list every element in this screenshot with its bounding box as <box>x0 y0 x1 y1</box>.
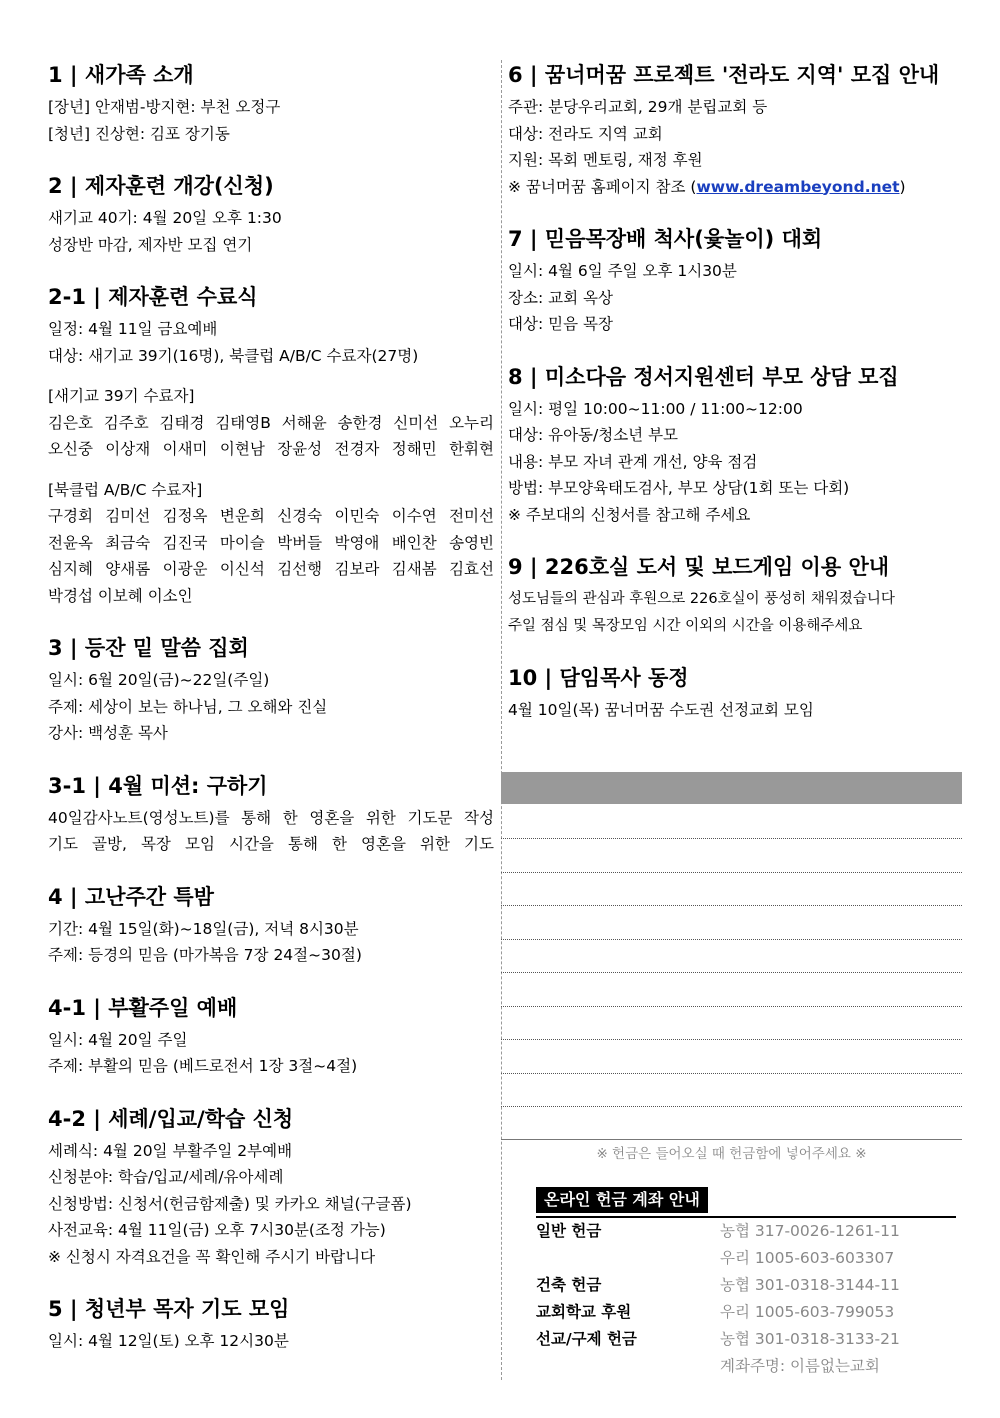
section-line: 주제: 등경의 믿음 (마가복음 7장 24절~30절) <box>48 946 362 964</box>
section-title: 2-1 | 제자훈련 수료식 <box>48 285 258 309</box>
section-yut-tournament <box>508 224 962 338</box>
graduate-names: 박경섭 이보혜 이소인 <box>48 586 193 605</box>
section-line: 일시: 4월 12일(토) 오후 12시30분 <box>48 1332 289 1350</box>
graduate-names: 전윤옥 최금숙 김진국 마이슬 박버들 박영애 배인찬 송영빈 <box>48 533 494 552</box>
right-column <box>508 60 962 748</box>
section-line: 4월 10일(목) 꿈너머꿈 수도권 선정교회 모임 <box>508 701 814 719</box>
section-line: 내용: 부모 자녀 관계 개선, 양육 점검 <box>508 452 758 471</box>
offering-note: ※ 헌금은 들어오실 때 헌금함에 넣어주세요 ※ <box>596 1146 867 1162</box>
section-line: 성장반 마감, 제자반 모집 연기 <box>48 235 253 254</box>
link-suffix: ) <box>899 177 906 196</box>
section-line: 일시: 4월 20일 주일 <box>48 1030 188 1049</box>
section-graduation <box>48 282 494 609</box>
section-line: 기도 골방, 목장 모임 시간을 통해 한 영혼을 위한 기도 <box>48 835 494 853</box>
account-value: 농협 301-0318-3144-11 <box>720 1276 900 1294</box>
accounts-table <box>536 1216 956 1380</box>
section-title: 4-2 | 세례/입교/학습 신청 <box>48 1106 294 1131</box>
section-line: 주제: 부활의 믿음 (베드로전서 1장 3절~4절) <box>48 1057 358 1075</box>
account-label: 일반 헌금 <box>536 1222 602 1240</box>
section-title: 3-1 | 4월 미션: 구하기 <box>48 773 268 798</box>
link-prefix: ※ 꿈너머꿈 홈페이지 참조 ( <box>508 177 697 196</box>
column-divider <box>501 60 502 1380</box>
section-line: 주제: 세상이 보는 하나님, 그 오해와 진실 <box>48 697 328 716</box>
section-youth-prayer <box>48 1294 494 1355</box>
section-title: 6 | 꿈너머꿈 프로젝트 '전라도 지역' 모집 안내 <box>508 63 940 87</box>
account-label: 선교/구제 헌금 <box>536 1330 637 1348</box>
section-line: 방법: 부모양육태도검사, 부모 상담(1회 또는 다회) <box>508 479 850 497</box>
section-revival-meeting <box>48 633 494 747</box>
section-line: 대상: 믿음 목장 <box>508 315 613 333</box>
section-line: 신청분야: 학습/입교/세례/유아세례 <box>48 1168 284 1186</box>
section-discipleship-opening <box>48 171 494 258</box>
note-line <box>501 939 962 940</box>
note-line <box>501 838 962 839</box>
account-value: 농협 301-0318-3133-21 <box>720 1330 900 1348</box>
account-row <box>536 1245 956 1272</box>
note-bottom-line <box>501 1139 962 1140</box>
section-line: [장년] 안재범-방지현: 부천 오정구 <box>48 98 281 116</box>
section-line: 대상: 새기교 39기(16명), 북클럽 A/B/C 수료자(27명) <box>48 346 419 365</box>
account-value: 계좌주명: 이름없는교회 <box>720 1357 880 1375</box>
account-value: 우리 1005-603-603307 <box>720 1249 895 1267</box>
section-title: 3 | 등잔 밑 말씀 집회 <box>48 636 249 660</box>
section-line: 대상: 전라도 지역 교회 <box>508 124 663 143</box>
section-title: 9 | 226호실 도서 및 보드게임 이용 안내 <box>508 555 890 579</box>
section-line: 40일감사노트(영성노트)를 통해 한 영혼을 위한 기도문 작성 <box>48 808 494 827</box>
account-row <box>536 1353 956 1380</box>
graduate-group-header: [새기교 39기 수료자] <box>48 387 195 405</box>
note-line <box>501 905 962 906</box>
dreambeyond-link[interactable]: www.dreambeyond.net <box>696 177 900 196</box>
note-line <box>501 1006 962 1007</box>
graduate-names: 김은호 김주호 김태경 김태영B 서해윤 송한경 신미선 오누리 <box>48 413 494 432</box>
notes-header-bar <box>501 772 962 804</box>
section-line: ※ 신청시 자격요건을 꼭 확인해 주시기 바랍니다 <box>48 1247 376 1266</box>
note-line <box>501 1039 962 1040</box>
account-row <box>536 1326 956 1353</box>
graduate-names: 구경회 김미선 김정옥 변운희 신경숙 이민숙 이수연 전미선 <box>48 507 494 525</box>
section-line: 일정: 4월 11일 금요예배 <box>48 320 218 338</box>
left-column <box>48 60 494 1379</box>
section-passion-week <box>48 882 494 969</box>
section-line: 성도님들의 관심과 후원으로 226호실이 풍성히 채워졌습니다 <box>508 591 895 607</box>
account-label <box>536 1245 720 1272</box>
account-label: 교회학교 후원 <box>536 1303 632 1321</box>
section-line: 세례식: 4월 20일 부활주일 2부예배 <box>48 1141 293 1160</box>
section-title: 4-1 | 부활주일 예배 <box>48 995 238 1020</box>
graduate-group-header: [북클럽 A/B/C 수료자] <box>48 480 203 499</box>
note-line <box>501 1073 962 1074</box>
section-pastor-news <box>508 663 962 724</box>
section-title: 7 | 믿음목장배 척사(윷놀이) 대회 <box>508 227 823 251</box>
section-line: 기간: 4월 15일(화)~18일(금), 저녁 8시30분 <box>48 919 359 938</box>
section-title: 5 | 청년부 목자 기도 모임 <box>48 1297 290 1321</box>
section-line <box>508 174 962 201</box>
section-dream-beyond <box>508 60 962 200</box>
account-row <box>536 1218 956 1245</box>
account-value: 농협 317-0026-1261-11 <box>720 1222 900 1240</box>
section-title: 4 | 고난주간 특밤 <box>48 884 214 909</box>
section-line: 일시: 4월 6일 주일 오후 1시30분 <box>508 262 737 280</box>
section-line: 강사: 백성훈 목사 <box>48 724 168 742</box>
section-april-mission <box>48 771 494 858</box>
section-title: 1 | 새가족 소개 <box>48 63 194 87</box>
section-title: 10 | 담임목사 동정 <box>508 666 689 690</box>
section-easter-service <box>48 993 494 1080</box>
accounts-title: 온라인 헌금 계좌 안내 <box>536 1187 708 1213</box>
section-line: 주관: 분당우리교회, 29개 분립교회 등 <box>508 98 768 116</box>
account-value: 우리 1005-603-799053 <box>720 1303 895 1321</box>
section-line: 새기교 40기: 4월 20일 오후 1:30 <box>48 209 282 227</box>
account-label: 건축 헌금 <box>536 1276 602 1294</box>
section-line: 신청방법: 신청서(헌금함제출) 및 카카오 채널(구글폼) <box>48 1194 412 1213</box>
section-line: 사전교육: 4월 11일(금) 오후 7시30분(조정 가능) <box>48 1221 386 1239</box>
section-line: [청년] 진상현: 김포 장기동 <box>48 124 230 143</box>
section-line: 일시: 6월 20일(금)~22일(주일) <box>48 671 270 689</box>
section-line: 장소: 교회 옥상 <box>508 288 613 307</box>
section-parent-counseling <box>508 362 962 529</box>
graduate-names: 오신중 이상재 이새미 이현남 장윤성 전경자 정해민 한휘현 <box>48 440 494 458</box>
section-line: ※ 주보대의 신청서를 참고해 주세요 <box>508 505 751 524</box>
section-baptism-application <box>48 1104 494 1271</box>
note-line <box>501 972 962 973</box>
account-row <box>536 1299 956 1326</box>
section-title: 2 | 제자훈련 개강(신청) <box>48 174 274 198</box>
section-line: 일시: 평일 10:00~11:00 / 11:00~12:00 <box>508 399 803 418</box>
section-new-family <box>48 60 494 147</box>
account-row <box>536 1272 956 1299</box>
section-line: 지원: 목회 멘토링, 재정 후원 <box>508 151 703 169</box>
section-room-226 <box>508 552 962 639</box>
note-line <box>501 872 962 873</box>
section-line: 주일 점심 및 목장모임 시간 이외의 시간을 이용해주세요 <box>508 617 863 634</box>
section-title: 8 | 미소다음 정서지원센터 부모 상담 모집 <box>508 364 899 389</box>
account-label <box>536 1353 720 1380</box>
graduate-names: 심지혜 양새롬 이광운 이신석 김선행 김보라 김새봄 김효선 <box>48 560 494 578</box>
section-line: 대상: 유아동/청소년 부모 <box>508 426 679 444</box>
note-line <box>501 1106 962 1107</box>
